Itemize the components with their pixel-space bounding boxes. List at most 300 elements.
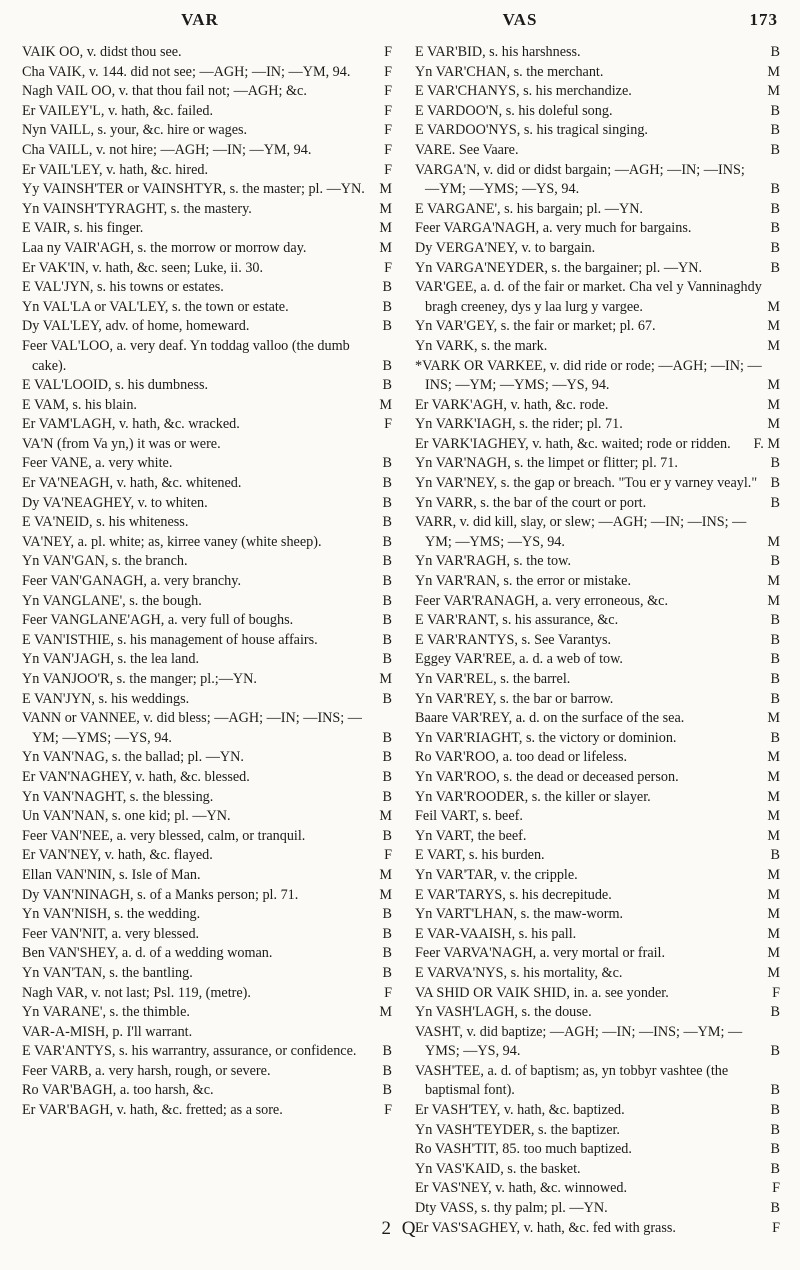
entry-text: E VARDOO'N, s. his doleful song.: [415, 102, 613, 119]
entry-text: Dy VAL'LEY, adv. of home, homeward.: [22, 318, 250, 335]
entry-text: VA SHID OR VAIK SHID, in. a. see yonder.: [415, 984, 669, 1001]
source-code: F: [384, 984, 392, 1001]
dictionary-entry: [22, 533, 392, 553]
dictionary-entry: [415, 161, 780, 200]
signature-mark: 2 Q: [381, 1218, 419, 1239]
dictionary-entry: [415, 572, 780, 592]
entry-text: VA'NEY, a. pl. white; as, kirree vaney (white sheep).: [22, 533, 322, 550]
dictionary-entry: [22, 396, 392, 416]
entry-text: E VART, s. his burden.: [415, 847, 545, 864]
source-code: B: [770, 1200, 780, 1217]
entry-text: Yn VAR'TAR, v. the cripple.: [415, 866, 578, 883]
entry-text: Er VAN'NEY, v. hath, &c. flayed.: [22, 847, 213, 864]
source-code: B: [382, 357, 392, 374]
entry-text: Yn VASH'LAGH, s. the douse.: [415, 1004, 592, 1021]
source-code: B: [382, 298, 392, 315]
entry-text: Dy VERGA'NEY, v. to bargain.: [415, 239, 596, 256]
entry-text: Nyn VAILL, s. your, &c. hire or wages.: [22, 122, 248, 139]
dictionary-entry: [415, 807, 780, 827]
dictionary-entry: [22, 611, 392, 631]
entry-text: VA'N (from Va yn,) it was or were.: [22, 435, 221, 452]
entry-text: Yn VAN'NAG, s. the ballad; pl. —YN.: [22, 749, 244, 766]
entry-text: Nagh VAR, v. not last; Psl. 119, (metre).: [22, 984, 251, 1001]
source-code: B: [770, 553, 780, 570]
source-code: B: [382, 279, 392, 296]
dictionary-entry: [415, 239, 780, 259]
entry-text: Dty VASS, s. thy palm; pl. —YN.: [415, 1200, 608, 1217]
source-code: B: [770, 690, 780, 707]
source-code: B: [770, 1043, 780, 1060]
entry-text: Yn VART'LHAN, s. the maw-worm.: [415, 906, 624, 923]
dictionary-entry: [22, 494, 392, 514]
dictionary-entry: [415, 964, 780, 984]
dictionary-entry: [22, 1023, 392, 1043]
entry-text: Dy VA'NEAGHEY, v. to whiten.: [22, 494, 208, 511]
source-code: M: [379, 396, 392, 413]
source-code: B: [382, 749, 392, 766]
dictionary-entry: [22, 161, 392, 181]
dictionary-entry: [415, 259, 780, 279]
dictionary-entry: [415, 317, 780, 337]
source-code: B: [382, 925, 392, 942]
source-code: B: [770, 1102, 780, 1119]
dictionary-entry: [22, 454, 392, 474]
page-number: 173: [749, 10, 778, 29]
dictionary-entry: [22, 552, 392, 572]
source-code: B: [382, 788, 392, 805]
source-code: M: [379, 220, 392, 237]
entry-text: Ro VASH'TIT, 85. too much baptized.: [415, 1141, 632, 1158]
source-code: M: [767, 906, 780, 923]
dictionary-entry: [415, 1121, 780, 1141]
entry-text: Yn VAL'LA or VAL'LEY, s. the town or estate.: [22, 298, 289, 315]
dictionary-entry: [22, 121, 392, 141]
entry-text: Feer VARB, a. very harsh, rough, or severe.: [22, 1062, 271, 1079]
dictionary-entry: [22, 82, 392, 102]
source-code: B: [770, 475, 780, 492]
entry-text: Feer VANE, a. very white.: [22, 455, 173, 472]
running-head-center: VAS: [502, 10, 538, 29]
source-code: M: [767, 83, 780, 100]
source-code: F: [384, 161, 392, 178]
source-code: B: [770, 200, 780, 217]
source-code: M: [379, 886, 392, 903]
dictionary-entry: [22, 592, 392, 612]
dictionary-entry: [415, 1140, 780, 1160]
entry-text: Yn VARGA'NEYDER, s. the bargainer; pl. —YN.: [415, 259, 703, 276]
source-code: B: [770, 102, 780, 119]
entry-text: Laa ny VAIR'AGH, s. the morrow or morrow day.: [22, 239, 307, 256]
entry-text: E VAR'TARYS, s. his decrepitude.: [415, 886, 612, 903]
entry-text: Yn VAR'NAGH, s. the limpet or flitter; pl. 71.: [415, 455, 678, 472]
entry-text: VAR-A-MISH, p. I'll warrant.: [22, 1023, 193, 1040]
dictionary-entry: [415, 827, 780, 847]
source-code: M: [767, 827, 780, 844]
dictionary-entry: [415, 768, 780, 788]
entry-text: Feer VARGA'NAGH, a. very much for bargains.: [415, 220, 692, 237]
entry-text: Feil VART, s. beef.: [415, 808, 523, 825]
source-code: M: [767, 337, 780, 354]
entry-text: Yn VARK, s. the mark.: [415, 337, 548, 354]
entry-text: Ro VAR'BAGH, a. too harsh, &c.: [22, 1082, 214, 1099]
entry-text: Feer VAN'GANAGH, a. very branchy.: [22, 573, 241, 590]
source-code: B: [382, 573, 392, 590]
source-code: B: [770, 494, 780, 511]
source-code: F: [384, 1102, 392, 1119]
dictionary-entry: [415, 944, 780, 964]
source-code: B: [382, 906, 392, 923]
source-code: F: [384, 122, 392, 139]
entry-text: E VAN'JYN, s. his weddings.: [22, 690, 190, 707]
dictionary-entry: [415, 1003, 780, 1023]
dictionary-entry: [415, 396, 780, 416]
entry-text: Yn VART, the beef.: [415, 827, 527, 844]
dictionary-entry: [22, 690, 392, 710]
source-code: B: [382, 964, 392, 981]
source-code: B: [770, 631, 780, 648]
source-code: B: [770, 847, 780, 864]
dictionary-entry: [22, 650, 392, 670]
source-code: B: [770, 1141, 780, 1158]
source-code: F: [384, 141, 392, 158]
dictionary-entry: [415, 1179, 780, 1199]
dictionary-entry: [415, 43, 780, 63]
entry-text: VAIK OO, v. didst thou see.: [22, 44, 182, 60]
dictionary-entry: [22, 670, 392, 690]
entry-text: Er VA'NEAGH, v. hath, &c. whitened.: [22, 475, 242, 492]
dictionary-entry: [415, 454, 780, 474]
dictionary-entry: [415, 102, 780, 122]
source-code: B: [382, 1082, 392, 1099]
entry-text: E VA'NEID, s. his whiteness.: [22, 514, 189, 531]
entry-text: *VARK OR VARKEE, v. did ride or rode; —AGH; —IN; —INS; —YM; —YMS; —YS, 94.: [415, 357, 762, 394]
source-code: M: [767, 964, 780, 981]
dictionary-entry: [22, 925, 392, 945]
entry-text: Feer VAR'RANAGH, a. very erroneous, &c.: [415, 592, 669, 609]
dictionary-entry: [415, 474, 780, 494]
source-code: M: [767, 298, 780, 315]
dictionary-entry: [415, 357, 780, 396]
source-code: B: [382, 318, 392, 335]
source-code: M: [379, 181, 392, 198]
entry-text: Nagh VAIL OO, v. that thou fail not; —AGH; &c.: [22, 83, 307, 100]
dictionary-entry: [415, 435, 780, 455]
source-code: M: [379, 200, 392, 217]
entry-text: Feer VAN'NEE, a. very blessed, calm, or tranquil.: [22, 827, 306, 844]
entry-text: Er VASH'TEY, v. hath, &c. baptized.: [415, 1102, 625, 1119]
source-code: B: [382, 533, 392, 550]
dictionary-entry: [22, 141, 392, 161]
dictionary-entry: [415, 1160, 780, 1180]
entry-text: Feer VAN'NIT, a. very blessed.: [22, 925, 200, 942]
dictionary-entry: [22, 239, 392, 259]
source-code: M: [767, 63, 780, 80]
dictionary-entry: [22, 337, 392, 376]
source-code: B: [382, 612, 392, 629]
entry-text: Cha VAIK, v. 144. did not see; —AGH; —IN; —YM, 94.: [22, 63, 351, 80]
dictionary-entry: [22, 1101, 392, 1121]
dictionary-entry: [22, 905, 392, 925]
dictionary-entry: [22, 219, 392, 239]
source-code: M: [767, 866, 780, 883]
source-code: B: [382, 631, 392, 648]
source-code: M: [767, 396, 780, 413]
entry-text: Yn VAR'RAGH, s. the tow.: [415, 553, 572, 570]
entry-text: Er VAN'NAGHEY, v. hath, &c. blessed.: [22, 768, 250, 785]
entry-text: Yn VAN'NAGHT, s. the blessing.: [22, 788, 214, 805]
source-code: B: [770, 239, 780, 256]
source-code: B: [382, 475, 392, 492]
entry-text: Yn VAN'JAGH, s. the lea land.: [22, 651, 199, 668]
entry-text: E VAN'ISTHIE, s. his management of house affairs.: [22, 631, 318, 648]
entry-text: Yn VAR'RAN, s. the error or mistake.: [415, 573, 632, 590]
entry-text: Yn VAR'REL, s. the barrel.: [415, 671, 571, 687]
entry-text: Yn VARK'IAGH, s. the rider; pl. 71.: [415, 416, 623, 433]
entry-text: Feer VANGLANE'AGH, a. very full of boughs.: [22, 612, 294, 629]
entry-text: Yn VAR'GEY, s. the fair or market; pl. 67.: [415, 318, 656, 335]
source-code: F: [384, 102, 392, 119]
source-code: F: [384, 83, 392, 100]
dictionary-entry: [415, 748, 780, 768]
dictionary-entry: [415, 63, 780, 83]
entry-text: E VAM, s. his blain.: [22, 396, 137, 413]
source-code: B: [382, 377, 392, 394]
entry-text: VARE. See Vaare.: [415, 141, 519, 158]
dictionary-entry: [22, 827, 392, 847]
entry-text: E VAR'BID, s. his harshness.: [415, 44, 581, 60]
dictionary-entry: [415, 494, 780, 514]
source-code: M: [379, 1004, 392, 1021]
dictionary-entry: [22, 63, 392, 83]
entry-text: Er VARK'AGH, v. hath, &c. rode.: [415, 396, 609, 413]
dictionary-entry: [415, 552, 780, 572]
dictionary-entry: [415, 690, 780, 710]
dictionary-entry: [22, 748, 392, 768]
source-code: B: [770, 141, 780, 158]
dictionary-entry: [22, 709, 392, 748]
dictionary-entry: [415, 121, 780, 141]
source-code: B: [770, 612, 780, 629]
source-code: M: [767, 749, 780, 766]
source-code: B: [382, 1062, 392, 1079]
entry-text: Er VAM'LAGH, v. hath, &c. wracked.: [22, 416, 240, 433]
source-code: M: [767, 788, 780, 805]
source-code: B: [770, 455, 780, 472]
dictionary-entry: [22, 572, 392, 592]
dictionary-entry: [22, 984, 392, 1004]
dictionary-entry: [22, 886, 392, 906]
dictionary-entry: [415, 415, 780, 435]
entry-text: VANN or VANNEE, v. did bless; —AGH; —IN; —INS; —YM; —YMS; —YS, 94.: [22, 710, 362, 746]
entry-text: Er VAILEY'L, v. hath, &c. failed.: [22, 102, 214, 119]
dictionary-entry: [415, 278, 780, 317]
dictionary-entry: [22, 631, 392, 651]
entry-text: Yn VASH'TEYDER, s. the baptizer.: [415, 1121, 620, 1138]
source-code: M: [767, 710, 780, 727]
entry-text: Er VAIL'LEY, v. hath, &c. hired.: [22, 161, 209, 178]
entry-text: Er VAK'IN, v. hath, &c. seen; Luke, ii. 30.: [22, 259, 264, 276]
source-code: B: [770, 1004, 780, 1021]
entry-text: E VARVA'NYS, s. his mortality, &c.: [415, 964, 623, 981]
entry-text: E VAR'RANT, s. his assurance, &c.: [415, 612, 619, 629]
entry-text: Yn VANGLANE', s. the bough.: [22, 592, 202, 609]
dictionary-entry: [415, 1062, 780, 1101]
source-code: B: [770, 651, 780, 668]
entry-text: VASH'TEE, a. d. of baptism; as, yn tobbyr vashtee (the baptismal font).: [415, 1062, 729, 1099]
entry-text: E VAL'LOOID, s. his dumbness.: [22, 377, 209, 394]
dictionary-entry: [415, 141, 780, 161]
entry-text: VASHT, v. did baptize; —AGH; —IN; —INS; —YM; —YMS; —YS, 94.: [415, 1023, 743, 1060]
source-code: M: [767, 318, 780, 335]
dictionary-entry: [22, 376, 392, 396]
entry-text: Dy VAN'NINAGH, s. of a Manks person; pl. 71.: [22, 886, 299, 903]
dictionary-entry: [22, 866, 392, 886]
dictionary-entry: [415, 984, 780, 1004]
source-code: M: [767, 573, 780, 590]
entry-text: Er VAR'BAGH, v. hath, &c. fretted; as a sore.: [22, 1102, 283, 1119]
dictionary-entry: [22, 43, 392, 63]
source-code: B: [770, 181, 780, 198]
entry-text: Yn VAR'ROODER, s. the killer or slayer.: [415, 788, 651, 805]
entry-text: VAR'GEE, a. d. of the fair or market. Cha vel y Vanninaghdy bragh creeney, dys y laa lurg y vargee.: [415, 279, 762, 315]
entry-text: Yn VAR'REY, s. the bar or barrow.: [415, 690, 614, 707]
source-code: B: [382, 651, 392, 668]
entry-text: E VAR'RANTYS, s. See Varantys.: [415, 631, 612, 648]
source-code: M: [767, 533, 780, 550]
dictionary-entry: [415, 886, 780, 906]
source-code: M: [767, 925, 780, 942]
entry-text: Er VAS'NEY, v. hath, &c. winnowed.: [415, 1180, 628, 1197]
dictionary-entry: [22, 1042, 392, 1062]
dictionary-entry: [415, 200, 780, 220]
entry-text: E VARDOO'NYS, s. his tragical singing.: [415, 122, 648, 139]
dictionary-entry: [22, 1003, 392, 1023]
entry-text: Ro VAR'ROO, a. too dead or lifeless.: [415, 749, 628, 766]
dictionary-entry: [22, 415, 392, 435]
dictionary-entry: [415, 925, 780, 945]
source-code: B: [382, 514, 392, 531]
dictionary-entry: [22, 435, 392, 455]
entry-text: E VAIR, s. his finger.: [22, 220, 144, 237]
source-code: B: [382, 690, 392, 707]
entry-text: Yn VAN'GAN, s. the branch.: [22, 553, 188, 570]
source-code: M: [767, 886, 780, 903]
entry-text: Feer VAL'LOO, a. very deaf. Yn toddag valloo (the dumb cake).: [22, 337, 350, 374]
dictionary-entry: [415, 337, 780, 357]
source-code: M: [767, 945, 780, 962]
source-code: F: [384, 44, 392, 60]
entry-text: Ellan VAN'NIN, s. Isle of Man.: [22, 866, 201, 883]
entry-text: Yn VAN'NISH, s. the wedding.: [22, 906, 201, 923]
source-code: B: [382, 494, 392, 511]
source-code: M: [379, 866, 392, 883]
dictionary-entry: [415, 1199, 780, 1219]
dictionary-entry: [22, 200, 392, 220]
dictionary-entry: [22, 846, 392, 866]
source-code: M: [767, 768, 780, 785]
dictionary-entry: [415, 1023, 780, 1062]
entry-text: Yn VARANE', s. the thimble.: [22, 1004, 190, 1021]
entry-text: Baare VAR'REY, a. d. on the surface of the sea.: [415, 710, 685, 727]
dictionary-entry: [22, 298, 392, 318]
source-code: B: [770, 44, 780, 60]
source-code: B: [770, 259, 780, 276]
entry-text: Yn VARR, s. the bar of the court or port.: [415, 494, 647, 511]
dictionary-entry: [22, 807, 392, 827]
entry-text: Yn VAR'RIAGHT, s. the victory or dominion.: [415, 729, 677, 746]
entry-text: Yn VANJOO'R, s. the manger; pl.;—YN.: [22, 671, 257, 687]
dictionary-entry: [415, 631, 780, 651]
entry-text: Er VARK'IAGHEY, v. hath, &c. waited; rode or ridden.: [415, 435, 731, 452]
entry-text: VARGA'N, v. did or didst bargain; —AGH; —IN; —INS; —YM; —YMS; —YS, 94.: [415, 161, 745, 198]
entry-text: E VAR'ANTYS, s. his warrantry, assurance, or confidence.: [22, 1043, 357, 1060]
dictionary-entry: [22, 259, 392, 279]
dictionary-entry: [415, 846, 780, 866]
dictionary-entry: [415, 592, 780, 612]
dictionary-entry: [415, 866, 780, 886]
entry-text: Yn VAR'NEY, s. the gap or breach. "Tou er y varney veayl.": [415, 475, 758, 492]
source-code: F: [384, 63, 392, 80]
dictionary-entry: [22, 474, 392, 494]
entry-text: E VARGANE', s. his bargain; pl. —YN.: [415, 200, 643, 217]
source-code: F: [384, 847, 392, 864]
source-code: B: [770, 122, 780, 139]
source-code: M: [379, 671, 392, 687]
dictionary-entry: [22, 964, 392, 984]
dictionary-entry: [22, 180, 392, 200]
entry-text: VARR, v. did kill, slay, or slew; —AGH; —IN; —INS; —YM; —YMS; —YS, 94.: [415, 514, 747, 550]
entry-text: Yn VAN'TAN, s. the bantling.: [22, 964, 193, 981]
source-code: B: [770, 671, 780, 687]
entry-text: Yn VAS'KAID, s. the basket.: [415, 1160, 581, 1177]
source-code: F: [384, 416, 392, 433]
source-code: F: [772, 1180, 780, 1197]
right-column: [415, 43, 780, 1238]
dictionary-entry: [415, 1101, 780, 1121]
source-code: F: [384, 259, 392, 276]
source-code: M: [379, 239, 392, 256]
source-code: B: [382, 729, 392, 746]
source-code: B: [382, 827, 392, 844]
source-code: M: [379, 808, 392, 825]
dictionary-entry: [22, 317, 392, 337]
source-code: B: [770, 1160, 780, 1177]
source-code: F: [772, 984, 780, 1001]
source-code: B: [382, 768, 392, 785]
dictionary-entry: [415, 729, 780, 749]
dictionary-entry: [415, 670, 780, 690]
dictionary-entry: [22, 513, 392, 533]
entry-text: Yn VAR'CHAN, s. the merchant.: [415, 63, 604, 80]
source-code: F. M: [753, 435, 780, 452]
dictionary-entry: [415, 788, 780, 808]
entry-text: Er VAS'SAGHEY, v. hath, &c. fed with grass.: [415, 1219, 676, 1236]
entry-text: Yn VAR'ROO, s. the dead or deceased person.: [415, 768, 679, 785]
source-code: M: [767, 808, 780, 825]
entry-text: Feer VARVA'NAGH, a. very mortal or frail.: [415, 945, 666, 962]
entry-text: E VAR-VAAISH, s. his pall.: [415, 925, 577, 942]
running-head-left: VAR: [181, 10, 219, 29]
entry-text: E VAR'CHANYS, s. his merchandize.: [415, 83, 632, 100]
entry-text: Eggey VAR'REE, a. d. a web of tow.: [415, 651, 623, 668]
source-code: B: [382, 945, 392, 962]
source-code: B: [770, 1082, 780, 1099]
left-column: [22, 43, 392, 1121]
dictionary-entry: [415, 513, 780, 552]
source-code: B: [770, 220, 780, 237]
source-code: M: [767, 592, 780, 609]
dictionary-entry: [415, 650, 780, 670]
